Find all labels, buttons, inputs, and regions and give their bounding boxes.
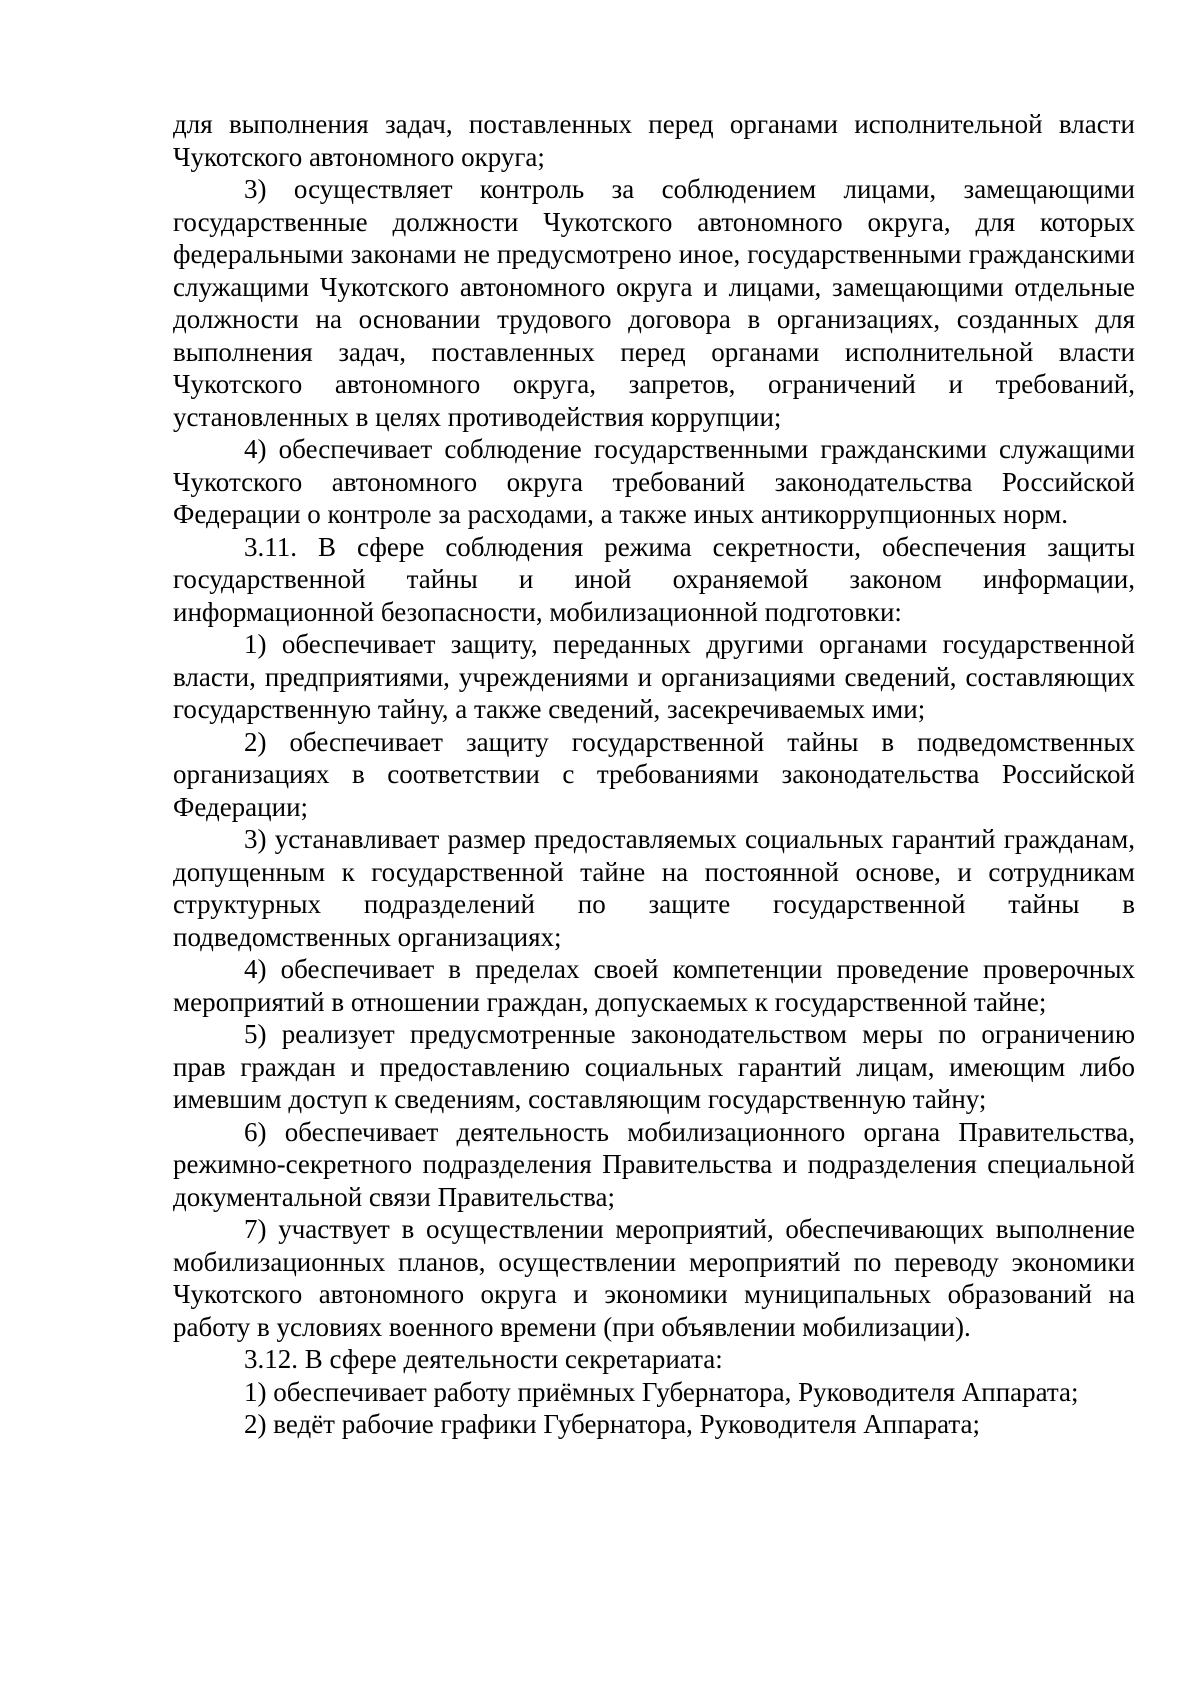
paragraph-section-3-12: 3.12. В сфере деятельности секретариата: <box>244 1344 723 1374</box>
paragraph-item-4-compliance: 4) обеспечивает соблюдение государственными гражданскими служащими Чукотского автономного округа требований законодательства Российской Федерации о контроле за расходами, а также иных антикоррупционных норм. <box>173 434 1135 529</box>
paragraph-item-6-mobilization-body: 6) обеспечивает деятельность мобилизационного органа Правительства, режимно-секретного подразделения Правительства и подразделения специальной документальной связи Правительства; <box>173 1116 1135 1212</box>
paragraph-item-1-protection: 1) обеспечивает защиту, переданных другими органами государственной власти, предприятиями, учреждениями и организациями сведений, составляющих государственную тайну, а также сведений, засекречиваемых ими; <box>173 629 1135 724</box>
paragraph-item-7-mobilization-plans: 7) участвует в осуществлении мероприятий, обеспечивающих выполнение мобилизационных планов, осуществлении мероприятий по переводу экономики Чукотского автономного округа и экономики муниципальных образований на работу в условиях военного времени (при объявлении мобилизации). <box>173 1214 1135 1342</box>
paragraph-section-3-11: 3.11. В сфере соблюдения режима секретности, обеспечения защиты государственной тайны и иной охраняемой законом информации, информационной безопасности, мобилизационной подготовки: <box>173 531 1135 627</box>
paragraph-item-4-checks: 4) обеспечивает в пределах своей компетенции проведение проверочных мероприятий в отношении граждан, допускаемых к государственной тайне; <box>173 954 1135 1017</box>
paragraph-item-3-control: 3) осуществляет контроль за соблюдением лицами, замещающими государственные должности Чукотского автономного округа, для которых федеральными законами не предусмотрено иное, государственными гражданскими служащими Чукотского автономного округа и лицами, замещающими отдельные должности на основании трудового договора в организациях, созданных для выполнения задач, поставленных перед органами исполнительной власти Чукотского автономного округа, запретов, ограничений и требований, установленных в целях противодействия коррупции; <box>173 174 1135 432</box>
paragraph-item-1-reception: 1) обеспечивает работу приёмных Губернатора, Руководителя Аппарата; <box>244 1376 1079 1407</box>
paragraph-item-5-restrictions: 5) реализует предусмотренные законодательством меры по ограничению прав граждан и предоставлению социальных гарантий лицам, имеющим либо имевшим доступ к сведениям, составляющим государственную тайну; <box>173 1019 1135 1114</box>
paragraph-continuation: для выполнения задач, поставленных перед органами исполнительной власти Чукотского автономного округа; <box>173 109 1135 172</box>
document-page <box>173 108 1135 1441</box>
paragraph-item-3-guarantees: 3) устанавливает размер предоставляемых социальных гарантий гражданам, допущенным к государственной тайне на постоянной основе, и сотрудникам структурных подразделений по защите государственной тайны в подведомственных организациях; <box>173 824 1135 952</box>
paragraph-item-2-state-secret: 2) обеспечивает защиту государственной тайны в подведомственных организациях в соответствии с требованиями законодательства Российской Федерации; <box>173 726 1135 822</box>
paragraph-item-2-schedules: 2) ведёт рабочие графики Губернатора, Руководителя Аппарата; <box>244 1409 981 1439</box>
